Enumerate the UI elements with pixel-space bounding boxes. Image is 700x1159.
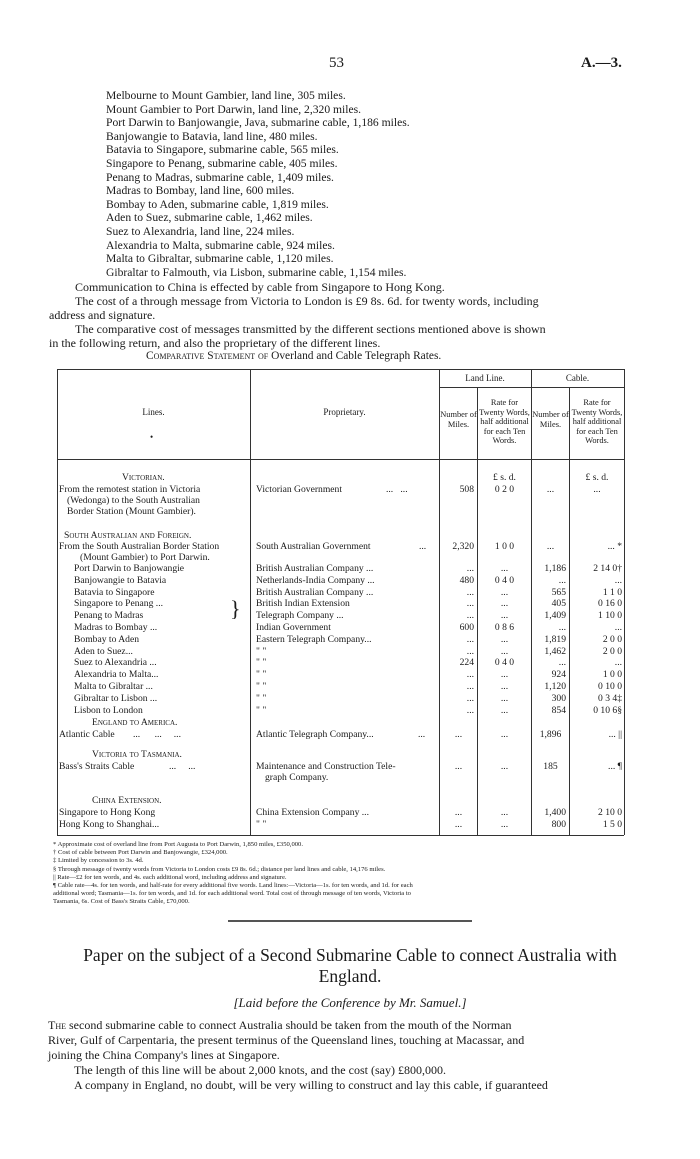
route-cable-rate: 0 16 0 — [598, 598, 622, 609]
route-land-rate: ... — [500, 669, 509, 680]
route-line-name: Alexandria to Malta... — [74, 669, 159, 680]
route-cable-rate: 2 0 0 — [602, 646, 622, 657]
route-cable-miles: ... — [558, 657, 566, 668]
route-land-miles: ... — [466, 587, 474, 598]
route-proprietary: " " — [256, 693, 267, 704]
route-cable-rate: 0 3 4‡ — [598, 693, 622, 704]
victorian-cable-miles: ... — [546, 484, 555, 495]
route-land-rate: ... — [500, 681, 509, 692]
route-line-name: Madras to Bombay ... — [74, 622, 158, 633]
paper-body-line-2: River, Gulf of Carpentaria, the present terminus of the Queensland lines, touching at Macassar, and — [48, 1033, 525, 1047]
route-land-miles: ... — [466, 705, 474, 716]
china-line-name: Singapore to Hong Kong — [59, 807, 156, 818]
atlantic-line: Atlantic Cable ... ... ... — [59, 729, 181, 740]
bass-land-miles: ... — [454, 761, 463, 772]
route-land-miles: ... — [466, 693, 474, 704]
paper-body-line-5: A company in England, no doubt, will be very willing to construct and lay this cable, if guaranteed — [74, 1078, 548, 1092]
route-proprietary: British Indian Extension — [256, 598, 350, 609]
china-cable-miles: 800 — [551, 819, 566, 830]
header-land-line: Land Line. — [465, 373, 505, 383]
bass-cable-rate: ... ¶ — [608, 761, 622, 772]
route-land-miles: ... — [466, 681, 474, 692]
footnotes — [53, 841, 413, 907]
atlantic-proprietary: Atlantic Telegraph Company... ... — [256, 729, 426, 740]
route-land-rate: ... — [500, 705, 509, 716]
china-proprietary: " " — [256, 819, 267, 830]
route-land-rate: 0 4 0 — [494, 657, 515, 668]
route-cable-rate: ... — [614, 575, 622, 586]
route-land-rate: ... — [500, 598, 509, 609]
header-cable-miles: Number of Miles. — [532, 410, 569, 429]
route-item: Alexandria to Malta, submarine cable, 924 miles. — [106, 238, 335, 252]
route-cable-miles: 1,462 — [544, 646, 566, 657]
china-proprietary: China Extension Company ... — [256, 807, 369, 818]
victorian-land-rate: 0 2 0 — [494, 484, 515, 495]
route-proprietary: " " — [256, 681, 267, 692]
route-line-name: Gibraltar to Lisbon ... — [74, 693, 158, 704]
paper-title-line-2: England. — [318, 966, 382, 986]
intro-paragraph-comparative-line2: in the following return, and also the proprietary of the different lines. — [49, 336, 381, 350]
route-proprietary: British Australian Company ... — [256, 563, 374, 574]
route-line-name: Suez to Alexandria ... — [74, 657, 157, 668]
table-title — [146, 350, 441, 362]
footnote: additional word; Tasmania—1s. for ten words, and 1d. for each additional word. Total cost of through message of ten words, Victoria to — [53, 890, 411, 898]
victorian-line-3: Border Station (Mount Gambier). — [67, 506, 196, 517]
route-cable-rate: 1 1 0 — [602, 587, 622, 598]
route-line-name: Batavia to Singapore — [74, 587, 155, 598]
route-line-name: Malta to Gibraltar ... — [74, 681, 153, 692]
route-land-rate: ... — [500, 563, 509, 574]
paper-body-line-1: The second submarine cable to connect Australia should be taken from the mouth of the Norman — [48, 1018, 512, 1032]
route-cable-miles: 565 — [551, 587, 566, 598]
route-cable-miles: 405 — [551, 598, 566, 609]
route-land-miles: 600 — [459, 622, 474, 633]
route-proprietary: Eastern Telegraph Company... — [256, 634, 372, 645]
route-cable-miles: 924 — [551, 669, 566, 680]
footnote: ‡ Limited by concession to 3s. 4d. — [53, 857, 144, 865]
china-land-rate: ... — [500, 807, 509, 818]
china-cable-miles: 1,400 — [544, 807, 566, 818]
route-item: Singapore to Penang, submarine cable, 405 miles. — [106, 156, 338, 170]
bass-land-rate: ... — [500, 761, 509, 772]
header-cable: Cable. — [565, 373, 590, 383]
route-proprietary: Netherlands-India Company ... — [256, 575, 375, 586]
bass-proprietary-1: Maintenance and Construction Tele- — [256, 761, 396, 772]
atlantic-cable-miles: 1,896 — [539, 729, 562, 740]
route-cable-miles: 300 — [551, 693, 566, 704]
document-reference: A.—3. — [581, 55, 622, 71]
route-cable-miles: 1,819 — [544, 634, 566, 645]
china-cable-rate: 1 5 0 — [602, 819, 622, 830]
header-land-rate: Rate for Twenty Words, half additional for each Ten Words. — [479, 398, 530, 446]
route-item: Penang to Madras, submarine cable, 1,409 miles. — [106, 170, 334, 184]
route-cable-miles: 1,409 — [544, 610, 566, 621]
paper-body-line-4: The length of this line will be about 2,000 knots, and the cost (say) £800,000. — [74, 1063, 446, 1077]
route-proprietary: " " — [256, 646, 267, 657]
header-land-miles: Number of Miles. — [440, 410, 477, 429]
route-land-miles: ... — [466, 610, 474, 621]
route-land-rate: ... — [500, 646, 509, 657]
route-land-miles: ... — [466, 669, 474, 680]
header-proprietary: Proprietary. — [323, 407, 366, 417]
route-land-rate: ... — [500, 634, 509, 645]
sa-line-2: (Mount Gambier) to Port Darwin. — [80, 552, 210, 563]
route-proprietary: Indian Government — [256, 622, 331, 633]
route-item: Madras to Bombay, land line, 600 miles. — [106, 184, 295, 198]
victorian-proprietary: Victorian Government ... ... — [256, 484, 408, 495]
china-land-miles: ... — [454, 807, 463, 818]
section-england-america: England to America. — [92, 717, 178, 728]
sa-proprietary: South Australian Government ... — [256, 541, 427, 552]
section-victorian: Victorian. — [122, 472, 165, 483]
route-cable-miles: 1,186 — [544, 563, 566, 574]
sa-cable-miles: ... — [546, 541, 555, 552]
route-cable-rate: 1 0 0 — [602, 669, 622, 680]
paper-title-line-1: Paper on the subject of a Second Submarine Cable to connect Australia with — [83, 945, 617, 965]
china-line-name: Hong Kong to Shanghai... — [59, 819, 160, 830]
grouping-brace: } — [230, 596, 241, 621]
route-proprietary: " " — [256, 705, 267, 716]
footnote: † Cost of cable between Port Darwin and Banjowangie, £324,000. — [53, 849, 228, 857]
route-item: Bombay to Aden, submarine cable, 1,819 miles. — [106, 197, 329, 211]
intro-paragraph-china: Communication to China is effected by cable from Singapore to Hong Kong. — [75, 280, 445, 294]
route-item: Melbourne to Mount Gambier, land line, 305 miles. — [106, 89, 346, 102]
route-list — [106, 89, 410, 279]
atlantic-land-rate: ... — [500, 729, 509, 740]
atlantic-land-miles: ... — [454, 729, 463, 740]
route-line-name: Singapore to Penang ... — [74, 598, 163, 609]
route-cable-rate: ... — [614, 657, 622, 668]
intro-paragraph-cost-line2: address and signature. — [49, 308, 156, 322]
route-cable-rate: 1 10 0 — [598, 610, 622, 621]
route-item: Batavia to Singapore, submarine cable, 565 miles. — [106, 143, 339, 157]
section-south-australian: South Australian and Foreign. — [64, 530, 192, 541]
route-line-name: Banjowangie to Batavia — [74, 575, 167, 586]
route-proprietary: British Australian Company ... — [256, 587, 374, 598]
china-cable-rate: 2 10 0 — [598, 807, 622, 818]
atlantic-cable-rate: ... || — [608, 729, 622, 740]
route-land-miles: ... — [466, 563, 474, 574]
route-item: Suez to Alexandria, land line, 224 miles. — [106, 224, 295, 238]
route-land-miles: ... — [466, 598, 474, 609]
section-victoria-tasmania: Victoria to Tasmania. — [92, 749, 182, 760]
route-cable-rate: 0 10 0 — [598, 681, 622, 692]
route-proprietary: " " — [256, 657, 267, 668]
footnote: ¶ Cable rate—4s. for ten words, and half-rate for every additional five words. Land lines:—Victoria—1s. for ten words, and 1d. for each — [53, 882, 413, 890]
route-cable-rate: 2 14 0† — [593, 563, 622, 574]
route-land-miles: ... — [466, 634, 474, 645]
land-units: £ s. d. — [493, 472, 516, 483]
route-item: Gibraltar to Falmouth, via Lisbon, submarine cable, 1,154 miles. — [106, 265, 407, 279]
sa-line-1: From the South Australian Border Station — [59, 541, 220, 552]
china-land-miles: ... — [454, 819, 463, 830]
route-land-rate: ... — [500, 587, 509, 598]
route-proprietary: Telegraph Company ... — [256, 610, 344, 621]
route-line-name: Lisbon to London — [74, 705, 143, 716]
route-proprietary: " " — [256, 669, 267, 680]
header-lines: Lines. — [142, 407, 165, 417]
victorian-cable-rate: ... — [593, 484, 601, 495]
route-land-rate: 0 8 6 — [494, 622, 515, 633]
footnote: Tasmania, 6s. Cost of Bass's Straits Cable, £70,000. — [53, 898, 190, 906]
footnote: * Approximate cost of overland line from Port Augusta to Port Darwin, 1,850 miles, £350,000. — [53, 841, 303, 848]
route-cable-rate: ... — [614, 622, 622, 633]
route-item: Port Darwin to Banjowangie, Java, submarine cable, 1,186 miles. — [106, 116, 410, 130]
route-line-name: Port Darwin to Banjowangie — [74, 563, 185, 574]
paper-body-line-3: joining the China Company's lines at Singapore. — [48, 1048, 280, 1062]
bass-cable-miles: 185 — [543, 761, 558, 772]
route-cable-miles: 1,120 — [544, 681, 566, 692]
sa-cable-rate: ... * — [607, 541, 622, 552]
route-land-miles: 224 — [459, 657, 474, 668]
route-line-name: Penang to Madras — [74, 610, 144, 621]
victorian-line-2: (Wedonga) to the South Australian — [67, 495, 200, 506]
route-item: Banjowangie to Batavia, land line, 480 miles. — [106, 129, 318, 143]
victorian-line-1: From the remotest station in Victoria — [59, 484, 201, 495]
bass-line: Bass's Straits Cable ... ... — [59, 761, 196, 772]
section-china-extension: China Extension. — [92, 795, 162, 806]
route-land-miles: 480 — [459, 575, 474, 586]
route-item: Aden to Suez, submarine cable, 1,462 miles. — [106, 211, 313, 225]
bullet-marker: • — [150, 432, 154, 442]
footnote: § Through message of twenty words from Victoria to London costs £9 8s. 6d.; distance per land lines and cable, 14,176 miles. — [53, 865, 386, 873]
cable-units: £ s. d. — [585, 472, 609, 483]
page-number: 53 — [329, 55, 344, 71]
sa-land-miles: 2,320 — [452, 541, 474, 552]
paper-byline: [Laid before the Conference by Mr. Samuel.] — [233, 995, 467, 1010]
route-item: Mount Gambier to Port Darwin, land line, 2,320 miles. — [106, 102, 362, 116]
intro-paragraph-cost-line1: The cost of a through message from Victoria to London is £9 8s. 6d. for twenty words, including — [75, 294, 539, 308]
route-cable-miles: ... — [558, 622, 566, 633]
footnote: || Rate—£2 for ten words, and 4s. each additional word, including address and signature. — [53, 873, 287, 881]
route-cable-miles: ... — [558, 575, 566, 586]
route-land-rate: ... — [500, 610, 509, 621]
route-cable-rate: 2 0 0 — [602, 634, 622, 645]
table-title-smallcaps: Comparative Statement of — [146, 350, 269, 362]
sa-land-rate: 1 0 0 — [494, 541, 515, 552]
route-land-rate: 0 4 0 — [494, 575, 515, 586]
route-item: Malta to Gibraltar, submarine cable, 1,120 miles. — [106, 252, 334, 266]
route-cable-miles: 854 — [551, 705, 566, 716]
header-cable-rate: Rate for Twenty Words, half additional for each Ten Words. — [571, 398, 623, 446]
section-divider — [228, 920, 472, 922]
route-line-name: Aden to Suez... — [74, 646, 133, 657]
intro-paragraph-comparative-line1: The comparative cost of messages transmitted by the different sections mentioned above is shown — [75, 322, 546, 336]
china-land-rate: ... — [500, 819, 509, 830]
route-cable-rate: 0 10 6§ — [593, 705, 622, 716]
victorian-land-miles: 508 — [459, 484, 474, 495]
route-land-miles: ... — [466, 646, 474, 657]
bass-proprietary-2: graph Company. — [265, 772, 329, 783]
table-title-rest: Overland and Cable Telegraph Rates. — [271, 350, 442, 362]
route-line-name: Bombay to Aden — [74, 634, 140, 645]
route-land-rate: ... — [500, 693, 509, 704]
